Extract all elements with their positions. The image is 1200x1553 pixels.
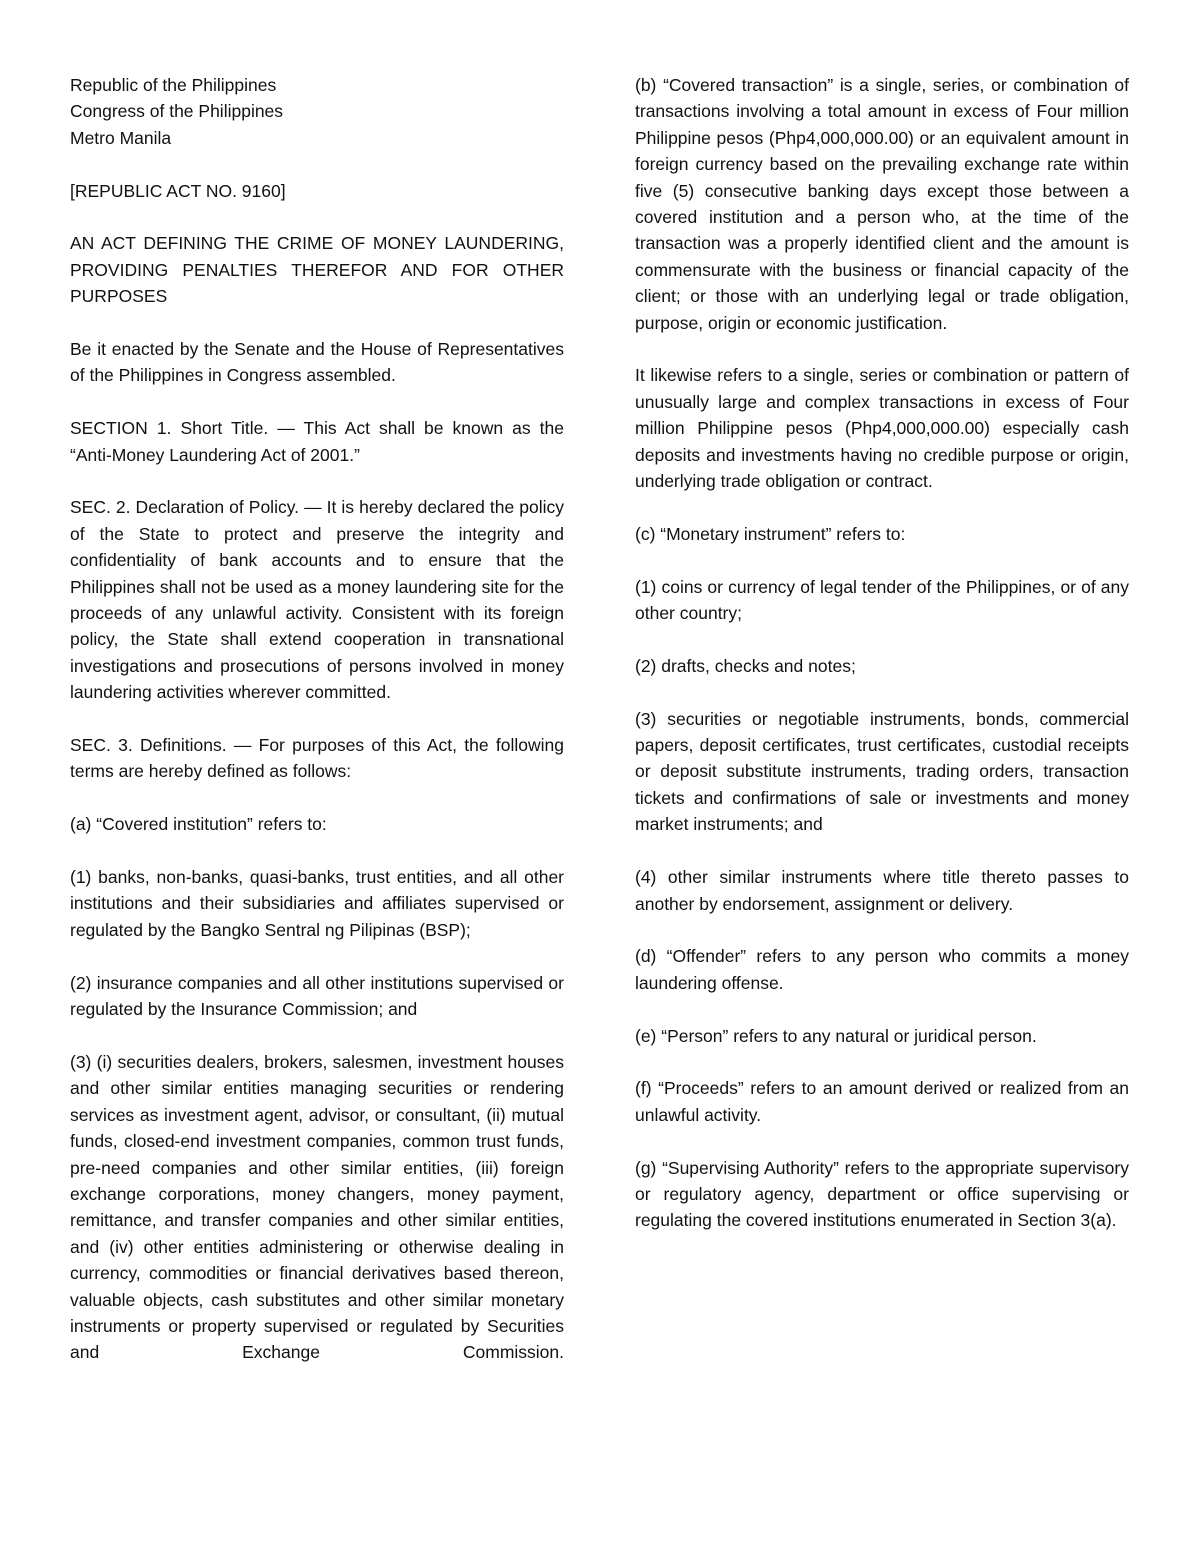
definition-c: (c) “Monetary instrument” refers to: bbox=[635, 523, 906, 544]
definition-f: (f) “Proceeds” refers to an amount derived or realized from an unlawful activity. bbox=[635, 1078, 1129, 1125]
act-title: AN ACT DEFINING THE CRIME OF MONEY LAUNDERING, PROVIDING PENALTIES THEREFOR AND FOR OTHER PURPOSES bbox=[70, 233, 564, 307]
definition-e: (e) “Person” refers to any natural or juridical person. bbox=[635, 1025, 1037, 1046]
definition-c3: (3) securities or negotiable instruments, bonds, commercial papers, deposit certificates, trust certificates, custodial receipts or deposit substitute instruments, trading orders, transaction tickets and confirmations of sale or investments and money market instruments; and bbox=[635, 708, 1129, 835]
definition-a1: (1) banks, non-banks, quasi-banks, trust entities, and all other institutions and their subsidiaries and affiliates supervised or regulated by the Bangko Sentral ng Pilipinas (BSP); bbox=[70, 867, 564, 940]
header-congress: Congress of the Philippines bbox=[70, 101, 284, 122]
definition-d: (d) “Offender” refers to any person who commits a money laundering offense. bbox=[635, 946, 1129, 993]
definition-c4: (4) other similar instruments where title thereto passes to another by endorsement, assignment or delivery. bbox=[635, 867, 1129, 914]
section-2: SEC. 2. Declaration of Policy. — It is hereby declared the policy of the State to protect and preserve the integrity and confidentiality of bank accounts and to ensure that the Philippines shall not be used as a money laundering site for the proceeds of any unlawful activity. Consistent with its foreign policy, the State shall extend cooperation in transnational investigations and prosecutions of persons involved in money laundering activities wherever committed. bbox=[70, 497, 564, 703]
definition-a3: (3) (i) securities dealers, brokers, salesmen, investment houses and other similar entities managing securities or rendering services as investment agent, advisor, or consultant, (ii) mutual funds, closed-end investment companies, common trust funds, pre-need companies and other similar entities, (iii) foreign exchange corporations, money changers, money payment, remittance, and transfer companies and other similar entities, and (iv) other entities administering or otherwise dealing in currency, commodities or financial derivatives based thereon, valuable objects, cash substitutes and other similar monetary instruments or property supervised or regulated by Securities and Exchange Commission. bbox=[70, 1051, 564, 1363]
definition-c1: (1) coins or currency of legal tender of the Philippines, or of any other country; bbox=[635, 576, 1129, 624]
section-1: SECTION 1. Short Title. — This Act shall be known as the “Anti-Money Laundering Act of 2001.” bbox=[70, 418, 564, 465]
left-column bbox=[70, 72, 564, 1392]
definition-b: (b) “Covered transaction” is a single, series, or combination of transactions involving a total amount in excess of Four million Philippine pesos (Php4,000,000.00) or an equivalent amount in foreign currency based on the prevailing exchange rate within five (5) consecutive banking days except those between a covered institution and a person who, at the time of the transaction was a properly identified client and the amount is commensurate with the business or financial capacity of the client; or those with an underlying legal or trade obligation, purpose, origin or economic justification. bbox=[635, 75, 1129, 333]
definition-a2: (2) insurance companies and all other institutions supervised or regulated by the Insurance Commission; and bbox=[70, 972, 564, 1020]
act-number: [REPUBLIC ACT NO. 9160] bbox=[70, 180, 286, 201]
section-3-intro: SEC. 3. Definitions. — For purposes of this Act, the following terms are hereby defined as follows: bbox=[70, 735, 564, 782]
definition-a: (a) “Covered institution” refers to: bbox=[70, 814, 327, 835]
right-column bbox=[635, 72, 1129, 1260]
definition-b-continued: It likewise refers to a single, series or combination or pattern of unusually large and complex transactions in excess of Four million Philippine pesos (Php4,000,000.00) especially cash deposits and investments having no credible purpose or origin, underlying trade obligation or contract. bbox=[635, 365, 1129, 492]
definition-g: (g) “Supervising Authority” refers to the appropriate supervisory or regulatory agency, department or office supervising or regulating the covered institutions enumerated in Section 3(a). bbox=[635, 1157, 1129, 1231]
definition-c2: (2) drafts, checks and notes; bbox=[635, 655, 856, 676]
header-block bbox=[70, 72, 564, 151]
header-republic: Republic of the Philippines bbox=[70, 75, 277, 95]
header-location: Metro Manila bbox=[70, 127, 172, 148]
enacting-clause: Be it enacted by the Senate and the House of Representatives of the Philippines in Congress assembled. bbox=[70, 339, 564, 386]
